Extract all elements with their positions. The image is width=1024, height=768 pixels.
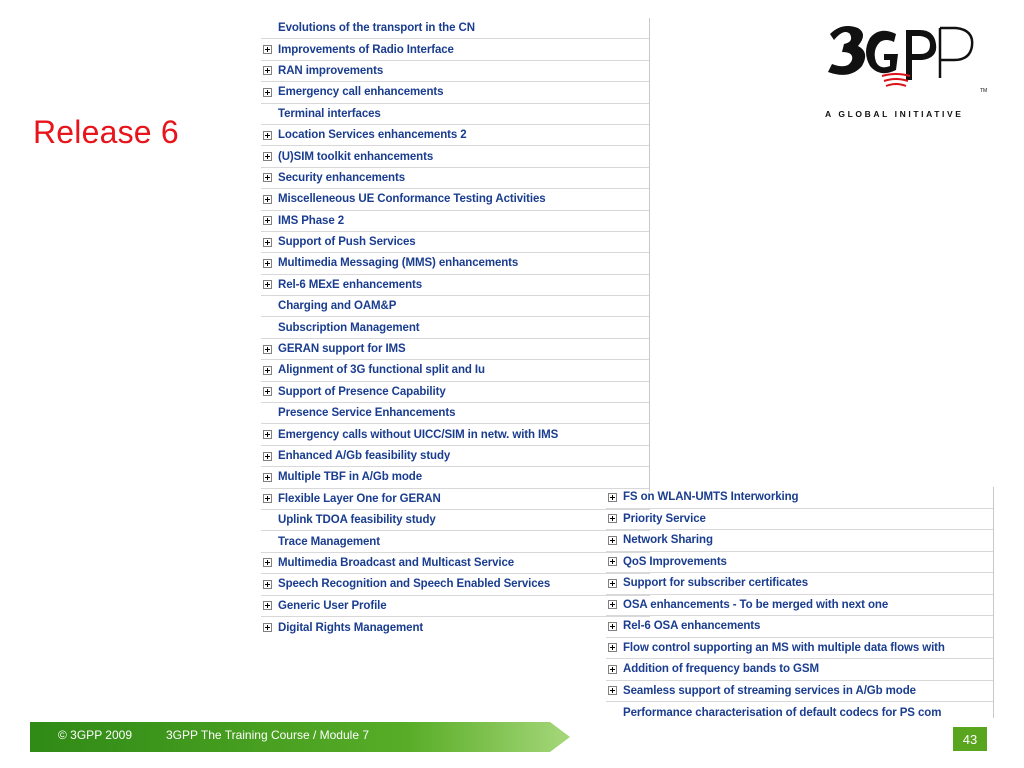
expand-plus-icon[interactable] bbox=[263, 345, 272, 354]
tree-item[interactable] bbox=[261, 146, 650, 167]
page-number: 43 bbox=[953, 727, 987, 751]
expand-plus-icon[interactable] bbox=[263, 88, 272, 97]
tree-item-label: Charging and OAM&P bbox=[278, 300, 397, 313]
tree-item-label: Performance characterisation of default codecs for PS com bbox=[623, 706, 942, 719]
expand-plus-icon[interactable] bbox=[608, 579, 617, 588]
tree-item[interactable] bbox=[261, 317, 650, 338]
tree-item-label: Emergency calls without UICC/SIM in netw. with IMS bbox=[278, 428, 559, 441]
tree-item[interactable] bbox=[261, 531, 650, 552]
tree-item-label: Speech Recognition and Speech Enabled Services bbox=[278, 578, 551, 591]
expand-plus-icon[interactable] bbox=[608, 493, 617, 502]
3gpp-logo bbox=[822, 20, 1000, 120]
tree-item[interactable] bbox=[261, 446, 650, 467]
tree-item-label: Presence Service Enhancements bbox=[278, 407, 456, 420]
tree-item-label: Enhanced A/Gb feasibility study bbox=[278, 450, 451, 462]
expand-plus-icon[interactable] bbox=[608, 643, 617, 652]
tree-item[interactable] bbox=[261, 510, 650, 531]
expand-plus-icon[interactable] bbox=[263, 66, 272, 75]
expand-plus-icon[interactable] bbox=[263, 452, 272, 461]
tree-item-label: Generic User Profile bbox=[278, 599, 387, 612]
expand-plus-icon[interactable] bbox=[263, 238, 272, 247]
expand-plus-icon[interactable] bbox=[608, 514, 617, 523]
tree-item-label: Network Sharing bbox=[623, 534, 713, 547]
expand-plus-icon[interactable] bbox=[608, 600, 617, 609]
tree-item[interactable] bbox=[261, 553, 650, 574]
feature-tree-left bbox=[261, 18, 650, 638]
tree-item-label: Improvements of Radio Interface bbox=[278, 43, 454, 56]
tree-item-label: (U)SIM toolkit enhancements bbox=[278, 150, 434, 163]
expand-plus-icon[interactable] bbox=[263, 623, 272, 632]
expand-plus-icon[interactable] bbox=[263, 131, 272, 140]
tree-item-label: Multiple TBF in A/Gb mode bbox=[278, 471, 423, 484]
tree-item[interactable] bbox=[606, 638, 994, 660]
tree-item[interactable] bbox=[261, 296, 650, 317]
expand-plus-icon[interactable] bbox=[263, 280, 272, 289]
expand-plus-icon[interactable] bbox=[263, 195, 272, 204]
slide-title: Release 6 bbox=[33, 114, 179, 150]
expand-plus-icon[interactable] bbox=[263, 430, 272, 439]
expand-plus-icon[interactable] bbox=[263, 259, 272, 268]
expand-plus-icon[interactable] bbox=[608, 557, 617, 566]
tree-item[interactable] bbox=[606, 702, 994, 724]
tree-item[interactable] bbox=[606, 595, 994, 617]
tree-item[interactable] bbox=[261, 61, 650, 82]
tree-item-label: QoS Improvements bbox=[623, 555, 727, 568]
expand-plus-icon[interactable] bbox=[608, 622, 617, 631]
tree-item[interactable] bbox=[261, 104, 650, 125]
expand-plus-icon[interactable] bbox=[263, 601, 272, 610]
tree-item[interactable] bbox=[261, 82, 650, 103]
tree-item-label: Multimedia Broadcast and Multicast Service bbox=[278, 556, 515, 569]
expand-plus-icon[interactable] bbox=[263, 580, 272, 589]
expand-plus-icon[interactable] bbox=[263, 366, 272, 375]
expand-plus-icon[interactable] bbox=[263, 494, 272, 503]
tree-item-label: Trace Management bbox=[278, 535, 380, 548]
tree-item[interactable] bbox=[261, 125, 650, 146]
tree-item[interactable] bbox=[261, 489, 650, 510]
tree-item-label: Support for subscriber certificates bbox=[623, 577, 809, 590]
tree-item-label: FS on WLAN-UMTS Interworking bbox=[623, 491, 799, 504]
trademark-text: TM bbox=[980, 88, 988, 94]
tree-item[interactable] bbox=[606, 681, 994, 703]
tree-item-label: Terminal interfaces bbox=[278, 107, 381, 120]
tree-item[interactable] bbox=[261, 467, 650, 488]
tree-item[interactable] bbox=[261, 168, 650, 189]
expand-plus-icon[interactable] bbox=[608, 686, 617, 695]
tree-item[interactable] bbox=[261, 360, 650, 381]
tree-item-label: Evolutions of the transport in the CN bbox=[278, 22, 475, 35]
tree-item-label: OSA enhancements - To be merged with next one bbox=[623, 598, 889, 611]
tree-item[interactable] bbox=[606, 552, 994, 574]
tree-item[interactable] bbox=[261, 339, 650, 360]
tree-item-label: Location Services enhancements 2 bbox=[278, 129, 467, 142]
tree-item[interactable] bbox=[261, 253, 650, 274]
tree-item-label: Rel-6 MExE enhancements bbox=[278, 278, 423, 291]
tree-item-label: Seamless support of streaming services in A/Gb mode bbox=[623, 684, 916, 697]
footer-copyright: © 3GPP 2009 bbox=[58, 728, 133, 742]
tree-item-label: Security enhancements bbox=[278, 171, 406, 184]
tree-item-label: Support of Push Services bbox=[278, 236, 416, 249]
3gpp-logo-mark bbox=[828, 26, 972, 86]
tree-item-label: Rel-6 OSA enhancements bbox=[623, 620, 761, 633]
tree-item[interactable] bbox=[261, 574, 650, 595]
expand-plus-icon[interactable] bbox=[263, 152, 272, 161]
tree-item-label: Alignment of 3G functional split and Iu bbox=[278, 364, 485, 377]
tree-item[interactable] bbox=[261, 39, 650, 60]
tree-item-label: Support of Presence Capability bbox=[278, 385, 446, 398]
expand-plus-icon[interactable] bbox=[263, 558, 272, 567]
expand-plus-icon[interactable] bbox=[608, 536, 617, 545]
tree-item-label: Flexible Layer One for GERAN bbox=[278, 492, 441, 505]
tree-item-label: Priority Service bbox=[623, 512, 706, 525]
tree-item[interactable] bbox=[261, 617, 650, 638]
tree-item[interactable] bbox=[606, 509, 994, 531]
tree-item[interactable] bbox=[261, 275, 650, 296]
tree-item[interactable] bbox=[261, 424, 650, 445]
tree-item[interactable] bbox=[261, 596, 650, 617]
tree-item[interactable] bbox=[606, 573, 994, 595]
tree-item-label: Multimedia Messaging (MMS) enhancements bbox=[278, 257, 519, 270]
tree-item-label: Subscription Management bbox=[278, 321, 420, 334]
tree-item-label: RAN improvements bbox=[278, 64, 384, 77]
tree-item[interactable] bbox=[606, 530, 994, 552]
footer-course-title: 3GPP The Training Course / Module 7 bbox=[166, 728, 370, 742]
tree-item[interactable] bbox=[261, 403, 650, 424]
feature-tree-right bbox=[606, 487, 994, 724]
tree-item[interactable] bbox=[261, 232, 650, 253]
tree-item[interactable] bbox=[261, 189, 650, 210]
expand-plus-icon[interactable] bbox=[608, 665, 617, 674]
tree-item-label: Addition of frequency bands to GSM bbox=[623, 663, 819, 676]
tree-item-label: Miscelleneous UE Conformance Testing Activities bbox=[278, 193, 546, 206]
expand-plus-icon[interactable] bbox=[263, 173, 272, 182]
tree-item[interactable] bbox=[606, 487, 994, 509]
tree-item-label: Digital Rights Management bbox=[278, 621, 424, 634]
tree-item-label: Uplink TDOA feasibility study bbox=[278, 514, 436, 527]
tree-item-label: Emergency call enhancements bbox=[278, 86, 444, 99]
expand-plus-icon[interactable] bbox=[263, 473, 272, 482]
tree-item-label: IMS Phase 2 bbox=[278, 214, 345, 227]
tree-item[interactable] bbox=[261, 382, 650, 403]
expand-plus-icon[interactable] bbox=[263, 45, 272, 54]
tree-item[interactable] bbox=[606, 659, 994, 681]
tree-item[interactable] bbox=[261, 211, 650, 232]
tree-item[interactable] bbox=[606, 616, 994, 638]
expand-plus-icon[interactable] bbox=[263, 216, 272, 225]
tree-item[interactable] bbox=[261, 18, 650, 39]
tree-item-label: Flow control supporting an MS with multiple data flows with bbox=[623, 641, 945, 654]
logo-tagline: A GLOBAL INITIATIVE bbox=[825, 109, 964, 119]
expand-plus-icon[interactable] bbox=[263, 387, 272, 396]
tree-item-label: GERAN support for IMS bbox=[278, 343, 406, 356]
